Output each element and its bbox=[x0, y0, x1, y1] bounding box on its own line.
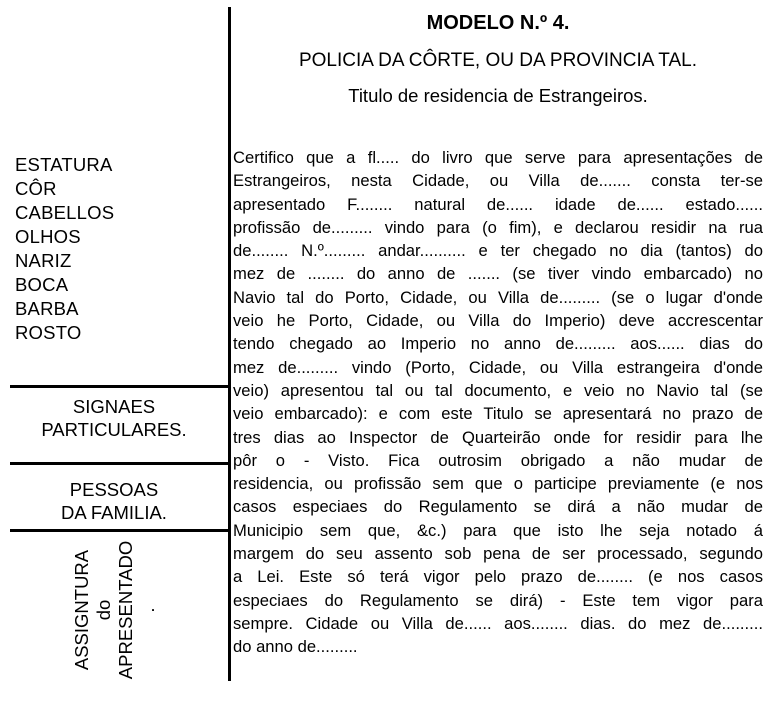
paragraph-line: do anno de......... bbox=[233, 637, 358, 657]
section-divider bbox=[10, 462, 229, 465]
signaes-line-2: PARTICULARES. bbox=[41, 418, 187, 440]
descriptor-label-cor: CÔR bbox=[15, 178, 57, 199]
paragraph-line: residencia, ou profissão sem que o participe previamente (e nos bbox=[233, 474, 763, 494]
model-title: MODELO N.º 4. bbox=[426, 12, 570, 34]
descriptor-label-olhos: OLHOS bbox=[15, 226, 81, 247]
certificate-text bbox=[233, 146, 763, 659]
signature-line-4: . bbox=[137, 607, 158, 613]
pessoas-section-heading bbox=[0, 479, 228, 524]
paragraph-line: a Lei. Este só terá vigor pelo prazo de........ (e nos casos bbox=[233, 567, 763, 587]
descriptor-label-barba: BARBA bbox=[15, 298, 79, 319]
authority-title: POLICIA DA CÔRTE, OU DA PROVINCIA TAL. bbox=[298, 50, 698, 71]
paragraph-line: Estrangeiros, nesta Cidade, ou Villa de....... consta ter-se bbox=[233, 171, 763, 191]
paragraph-line: mez de......... vindo (Porto, Cidade, ou Villa estrangeira d'onde bbox=[233, 357, 763, 377]
signature-line-1: ASSIGNTURA bbox=[71, 549, 92, 671]
main-column bbox=[233, 0, 763, 719]
section-divider bbox=[10, 529, 229, 532]
paragraph-line: casos especiaes do Regulamento se dirá a não mudar de bbox=[233, 497, 763, 517]
signature-line-3: APRESENTADO bbox=[115, 540, 136, 680]
paragraph-line: de........ N.º......... andar.......... e ter chegado no dia (tantos) do bbox=[233, 241, 763, 261]
paragraph-line: Certifico que a fl..... do livro que serve para apresentações de bbox=[233, 148, 763, 167]
paragraph-line: tres dias ao Inspector de Quarteirão onde for residir para lhe bbox=[233, 427, 763, 447]
paragraph-line: Navio tal do Porto, Cidade, ou Villa de......... (se o lugar d'onde bbox=[233, 287, 763, 307]
signature-line-2: do bbox=[93, 599, 114, 621]
document-subtitle: Titulo de residencia de Estrangeiros. bbox=[348, 85, 648, 106]
signature-section-heading bbox=[71, 535, 159, 685]
paragraph-line: apresentado F........ natural de...... idade de...... estado...... bbox=[233, 194, 763, 214]
signaes-line-1: SIGNAES bbox=[72, 396, 156, 417]
descriptor-label-nariz: NARIZ bbox=[15, 250, 72, 271]
paragraph-line: especiaes do Regulamento se dirá) - Este tem vigor para bbox=[233, 590, 763, 610]
paragraph-line: veio embarcado): e com este Titulo se apresentará no prazo de bbox=[233, 404, 763, 424]
paragraph-line: veio he Porto, Cidade, ou Villa do Imperio) deve accrescentar bbox=[233, 311, 763, 331]
descriptor-list bbox=[15, 153, 114, 345]
section-divider bbox=[10, 385, 229, 388]
descriptor-label-estatura: ESTATURA bbox=[15, 154, 113, 175]
paragraph-line: pôr o - Visto. Fica outrosim obrigado a não mudar de bbox=[233, 450, 763, 470]
paragraph-line: sempre. Cidade ou Villa de...... aos........ dias. do mez de......... bbox=[233, 613, 763, 633]
paragraph-line: Municipio sem que, &c.) para que isto lhe seja notado á bbox=[233, 520, 763, 540]
paragraph-line: veio) apresentou tal ou tal documento, e veio no Navio tal (se bbox=[233, 380, 763, 400]
descriptor-label-cabellos: CABELLOS bbox=[15, 202, 115, 223]
paragraph-line: margem do seu assento sob pena de ser processado, segundo bbox=[233, 544, 763, 564]
descriptor-label-boca: BOCA bbox=[15, 274, 69, 295]
vertical-divider bbox=[228, 7, 231, 681]
pessoas-line-1: PESSOAS bbox=[69, 479, 159, 500]
paragraph-line: profissão de......... vindo para (o fim), e declarou residir na rua bbox=[233, 217, 763, 237]
signaes-section-heading bbox=[0, 396, 228, 441]
pessoas-line-2: DA FAMILIA. bbox=[61, 501, 167, 523]
paragraph-line: mez de ........ do anno de ....... (se tiver vindo embarcado) no bbox=[233, 264, 763, 284]
paragraph-line: tendo chegado ao Imperio no anno de......... aos...... dias do bbox=[233, 334, 763, 354]
descriptor-label-rosto: ROSTO bbox=[15, 322, 82, 343]
